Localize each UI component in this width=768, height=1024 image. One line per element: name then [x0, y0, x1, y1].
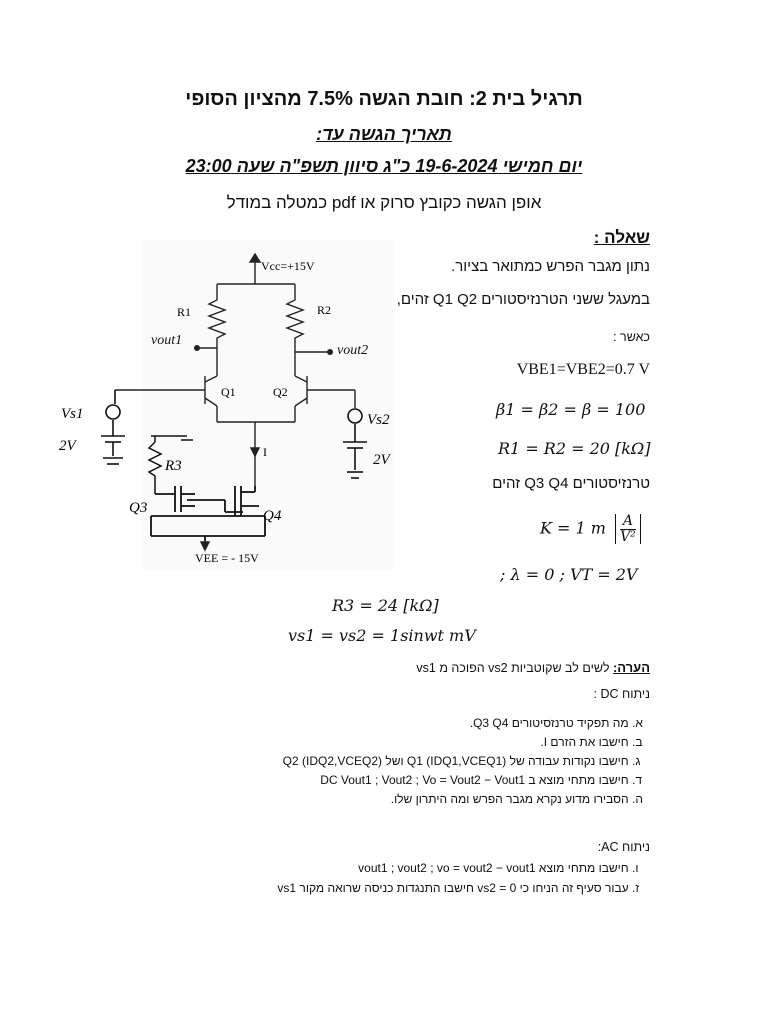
- dc-item-a: [470, 716, 650, 730]
- deadline-date: יום חמישי 19-6-2024 כ"ג סיוון תשפ"ה שעה 23:00: [185, 156, 583, 176]
- vbe-line: VBE1=VBE2=0.7 V: [516, 361, 650, 378]
- item-text: חישבו מתחי מוצא vout1 ; vout2 ; vo = vout2 − vout1: [358, 861, 629, 875]
- transistors-line: במעגל ששני הטרנזיסטורים Q1 Q2 זהים,: [396, 291, 650, 308]
- resistors-line: R1 = R2 = 20 [kΩ]: [498, 439, 651, 458]
- vout2-label: vout2: [337, 343, 369, 358]
- tail-current-label: I: [263, 445, 267, 459]
- r3-line: R3 = 24 [kΩ]: [332, 596, 439, 615]
- vs2-label: Vs2: [367, 412, 390, 428]
- r1-label: R1: [177, 305, 192, 319]
- dc-title: ניתוח DC :: [593, 687, 650, 701]
- q4-label: Q4: [263, 508, 282, 524]
- note-label: הערה:: [612, 660, 650, 675]
- vs1-source: [101, 390, 125, 464]
- k-unit-denominator: V²: [620, 528, 636, 545]
- ac-item-g: [277, 881, 650, 895]
- item-text: חישבו את הזרם I.: [540, 735, 629, 749]
- r2-label: R2: [317, 303, 332, 317]
- v2-left-label: 2V: [59, 438, 76, 454]
- vout2-node: [327, 349, 333, 355]
- note-text: לשים לב שקוטביות vs2 הפוכה מ vs1: [416, 661, 613, 675]
- dc-item-b: [540, 735, 650, 749]
- k-unit-numerator: A: [620, 514, 636, 530]
- vs1-label: Vs1: [61, 406, 84, 422]
- beta-line: β1 = β2 = β = 100: [496, 400, 646, 419]
- k-line: [540, 514, 641, 544]
- item-letter: ה.: [632, 792, 643, 806]
- note-line: [416, 660, 650, 675]
- item-letter: ב.: [632, 735, 643, 749]
- vcc-label: Vcc=+15V: [261, 259, 315, 273]
- item-letter: ז.: [632, 881, 640, 895]
- item-letter: ג.: [632, 754, 641, 768]
- dc-item-d: [320, 773, 650, 787]
- deadline-label: תאריך הגשה עד:: [316, 124, 452, 144]
- submission-mode: אופן הגשה כקובץ סרוק או pdf כמטלה במודל: [226, 193, 542, 212]
- question-intro: נתון מגבר הפרש כמתואר בציור.: [451, 258, 650, 275]
- item-text: עבור סעיף זה הניחו כי vs2 = 0 חישבו התנגדות כניסה שרואה מקור vs1: [277, 881, 629, 895]
- item-letter: א.: [632, 716, 643, 730]
- dc-item-e: [391, 792, 650, 806]
- item-letter: ד.: [632, 773, 642, 787]
- q3-label: Q3: [129, 500, 148, 516]
- ac-title: ניתוח AC:: [597, 840, 650, 854]
- item-text: חישבו מתחי מוצא ב DC Vout1 ; Vout2 ; Vo = Vout2 − Vout1: [320, 773, 629, 787]
- k-unit: [615, 514, 641, 544]
- vee-label: VEE = - 15V: [195, 551, 259, 565]
- lambda-vt-line: ; λ = 0 ; VT = 2V: [500, 565, 638, 584]
- document-title: תרגיל בית 2: חובת הגשה 7.5% מהציון הסופי: [185, 88, 583, 110]
- vs-line: vs1 = vs2 = 1sinwt mV: [288, 626, 476, 645]
- item-text: חישבו נקודות עבודה של Q1 (IDQ1,VCEQ1) ושל Q2 (IDQ2,VCEQ2): [282, 754, 629, 768]
- dc-item-c: [283, 754, 650, 768]
- item-text: מה תפקיד טרנזסיטורים Q3 Q4.: [469, 716, 629, 730]
- v2-right-label: 2V: [373, 452, 390, 468]
- q2-label: Q2: [273, 385, 288, 399]
- vout1-node: [194, 345, 200, 351]
- differential-amplifier-circuit: [55, 236, 435, 576]
- q3q4-line: טרנזיסטורים Q3 Q4 זהים: [492, 475, 650, 492]
- k-label: K = 1 m: [540, 518, 606, 538]
- item-text: הסבירו מדוע נקרא מגבר הפרש ומה היתרון שלו.: [390, 792, 629, 806]
- r3-label: R3: [165, 458, 182, 474]
- item-letter: ו.: [632, 861, 639, 875]
- q1-label: Q1: [221, 385, 236, 399]
- ac-item-f: [358, 861, 650, 875]
- vout1-label: vout1: [151, 333, 183, 348]
- question-title: שאלה :: [593, 228, 650, 247]
- where-label: כאשר :: [613, 330, 650, 344]
